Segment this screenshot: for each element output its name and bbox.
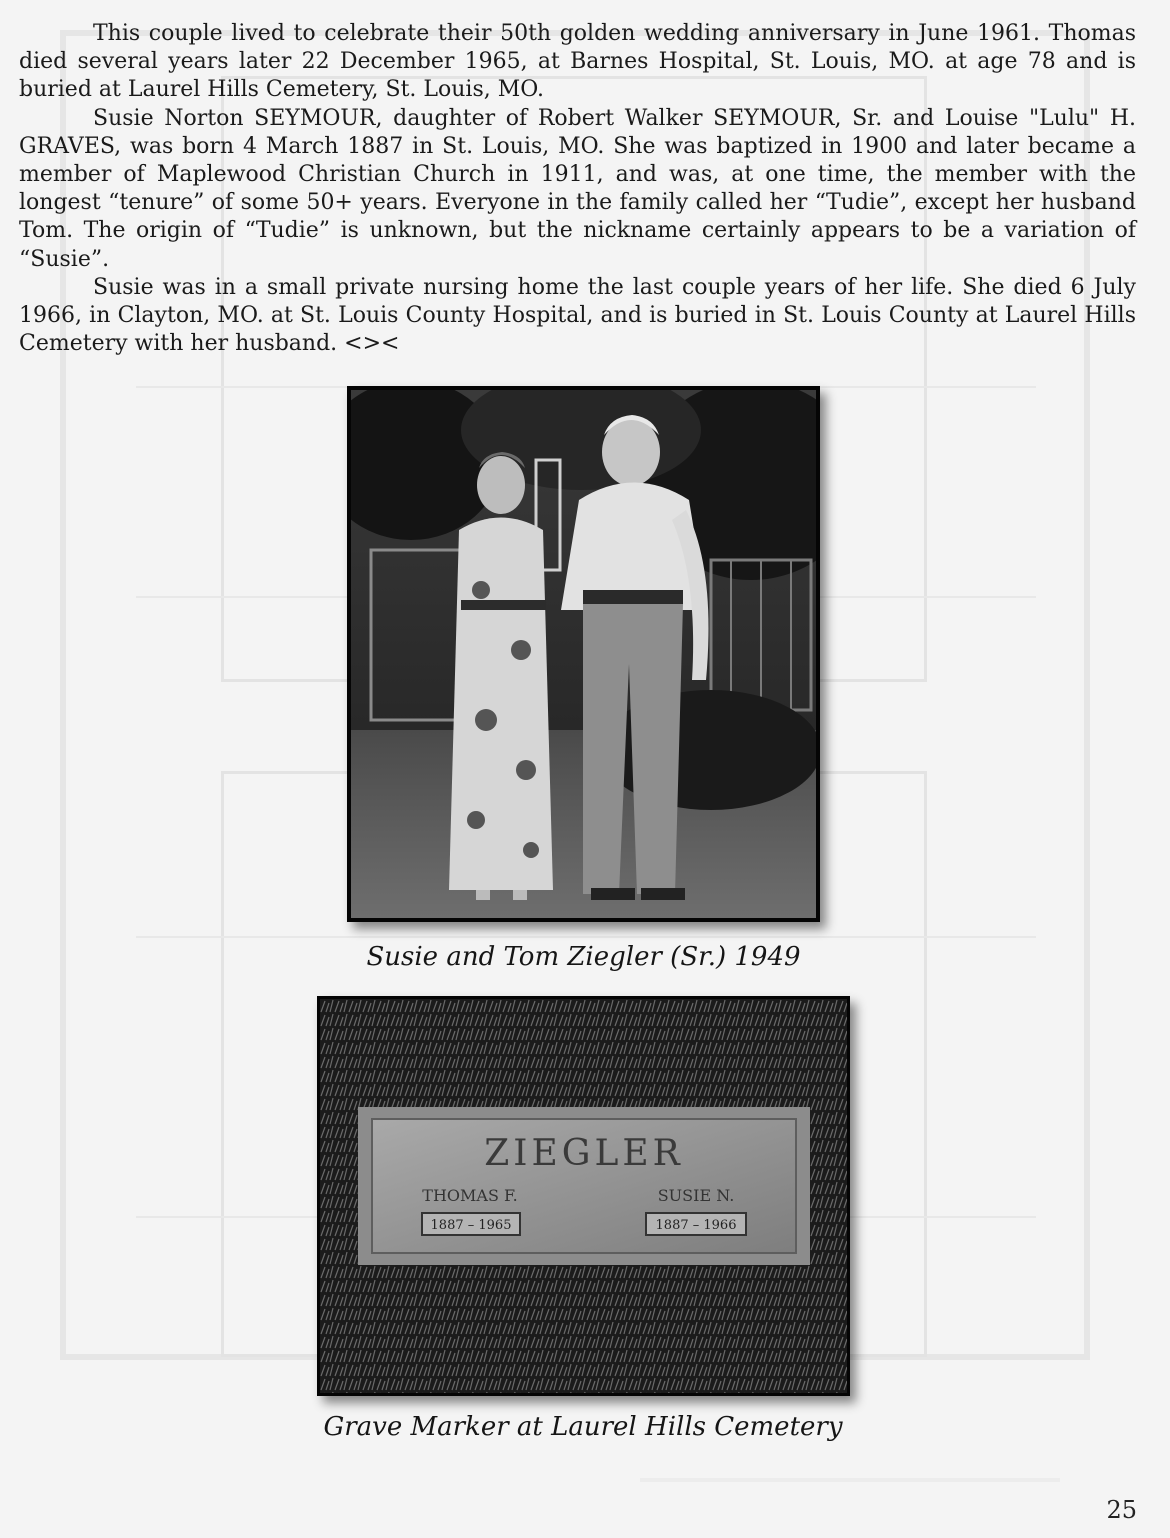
page-number: 25 (1106, 1496, 1137, 1524)
couple-photo-image (351, 390, 816, 918)
paragraph-3: Susie was in a small private nursing home the last couple years of her life. She died 6 July 1966, in Clayton, MO. at St. Louis County Hospital, and is buried in St. Louis County at Laurel Hills Cemetery with her husband. <>< (19, 274, 1136, 357)
grave-right-dates: 1887 – 1966 (655, 1218, 737, 1233)
grave-photo-caption: Grave Marker at Laurel Hills Cemetery (323, 1412, 843, 1442)
article-text (19, 20, 1136, 358)
couple-photo (347, 386, 820, 922)
grave-marker-photo (317, 996, 850, 1396)
grave-right-name: SUSIE N. (657, 1186, 735, 1205)
background-ghost-caption (640, 1470, 1060, 1490)
paragraph-1: This couple lived to celebrate their 50th golden wedding anniversary in June 1961. Thomas died several years later 22 December 1965, at Barnes Hospital, St. Louis, MO. at age 78 and is buried at Laurel Hills Cemetery, St. Louis, MO. (19, 21, 1136, 103)
grave-marker-image (320, 999, 847, 1393)
couple-photo-caption: Susie and Tom Ziegler (Sr.) 1949 (366, 942, 801, 972)
grave-left-dates: 1887 – 1965 (430, 1218, 512, 1233)
grave-surname: ZIEGLER (484, 1133, 684, 1174)
grave-left-name: THOMAS F. (422, 1186, 518, 1205)
paragraph-2: Susie Norton SEYMOUR, daughter of Robert Walker SEYMOUR, Sr. and Louise "Lulu" H. GRAVES, was born 4 March 1887 in St. Louis, MO. She was baptized in 1900 and later became a member of Maplewood Christian Church in 1911, and was, at one time, the member with the longest “tenure” of some 50+ years. Everyone in the family called her “Tudie”, except her husband Tom. The origin of “Tudie” is unknown, but the nickname certainly appears to be a variation of “Susie”. (19, 105, 1136, 272)
